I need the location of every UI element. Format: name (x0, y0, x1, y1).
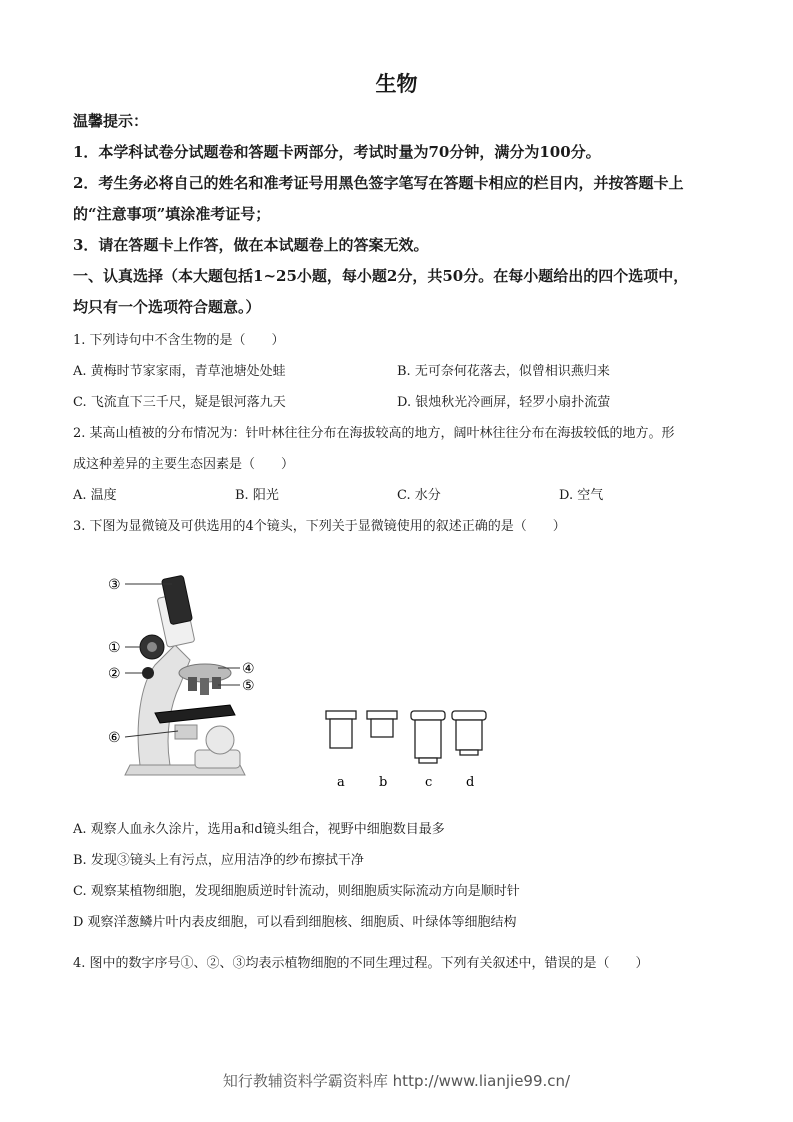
lens-label-b: b (379, 775, 388, 790)
lens-label-d: d (466, 775, 475, 790)
objective-lens-3 (212, 677, 221, 689)
q1-stem: 1. 下列诗句中不含生物的是（ ） (73, 333, 285, 348)
lens-b (367, 711, 397, 737)
label-4: ④ (242, 661, 255, 677)
microscope-figure (100, 565, 520, 795)
q2-option-d: D. 空气 (559, 488, 604, 503)
notice-heading: 温馨提示： (73, 112, 149, 130)
fine-adjustment-knob (142, 667, 154, 679)
objective-lens-1 (188, 677, 197, 691)
label-2: ② (108, 666, 121, 682)
q2-option-c: C. 水分 (397, 488, 441, 503)
section1-heading-line2: 均只有一个选项符合题意。） (73, 298, 261, 316)
q2-stem-line2: 成这种差异的主要生态因素是（ ） (73, 457, 295, 472)
notice-item-2b: 的“注意事项”填涂准考证号； (73, 205, 271, 223)
page-title: 生物 (375, 71, 418, 96)
lens-label-c: c (425, 775, 433, 790)
q3-option-b: B. 发现③镜头上有污点，应用洁净的纱布擦拭干净 (73, 853, 364, 868)
footer-watermark: 知行教辅资料学霸资料库 http://www.lianjie99.cn/ (222, 1072, 571, 1090)
q3-option-a: A. 观察人血永久涂片，选用a和d镜头组合，视野中细胞数目最多 (73, 822, 445, 837)
q3-stem: 3. 下图为显微镜及可供选用的4个镜头，下列关于显微镜使用的叙述正确的是（ ） (73, 519, 566, 534)
q2-stem-line1: 2. 某高山植被的分布情况为：针叶林往往分布在海拔较高的地方，阔叶林往往分布在海拔较低的地方。形 (73, 426, 675, 441)
notice-item-3: 3．请在答题卡上作答，做在本试题卷上的答案无效。 (73, 236, 429, 254)
q1-option-c: C. 飞流直下三千尺，疑是银河落九天 (73, 395, 286, 410)
microscope-arm (138, 645, 190, 765)
lens-c (411, 711, 445, 763)
lens-label-a: a (337, 775, 345, 790)
lens-a (326, 711, 356, 748)
lens-d (452, 711, 486, 755)
mirror (206, 726, 234, 754)
q2-option-b: B. 阳光 (235, 488, 279, 503)
label-6: ⑥ (108, 730, 121, 746)
q2-option-a: A. 温度 (73, 488, 117, 503)
section1-heading-line1: 一、认真选择（本大题包括1~25小题，每小题2分，共50分。在每小题给出的四个选项中， (73, 267, 689, 285)
label-1: ① (108, 640, 121, 656)
objective-lens-2 (200, 678, 209, 695)
notice-item-2a: 2．考生务必将自己的姓名和准考证号用黑色签字笔写在答题卡相应的栏目内，并按答题卡上 (73, 174, 684, 192)
label-3: ③ (108, 577, 121, 593)
q3-option-d: D 观察洋葱鳞片叶内表皮细胞，可以看到细胞核、细胞质、叶绿体等细胞结构 (73, 915, 517, 930)
condenser (175, 725, 197, 739)
q1-option-a: A. 黄梅时节家家雨，青草池塘处处蛙 (73, 364, 286, 379)
q3-option-c: C. 观察某植物细胞，发现细胞质逆时针流动，则细胞质实际流动方向是顺时针 (73, 884, 520, 899)
q1-option-d: D. 银烛秋光冷画屏，轻罗小扇扑流萤 (397, 395, 611, 410)
q1-option-b: B. 无可奈何花落去，似曾相识燕归来 (397, 364, 610, 379)
notice-item-1: 1．本学科试卷分试题卷和答题卡两部分，考试时量为70分钟，满分为100分。 (73, 143, 601, 161)
q4-stem: 4. 图中的数字序号①、②、③均表示植物细胞的不同生理过程。下列有关叙述中，错误的是（ ） (73, 956, 649, 971)
label-5: ⑤ (242, 678, 255, 694)
